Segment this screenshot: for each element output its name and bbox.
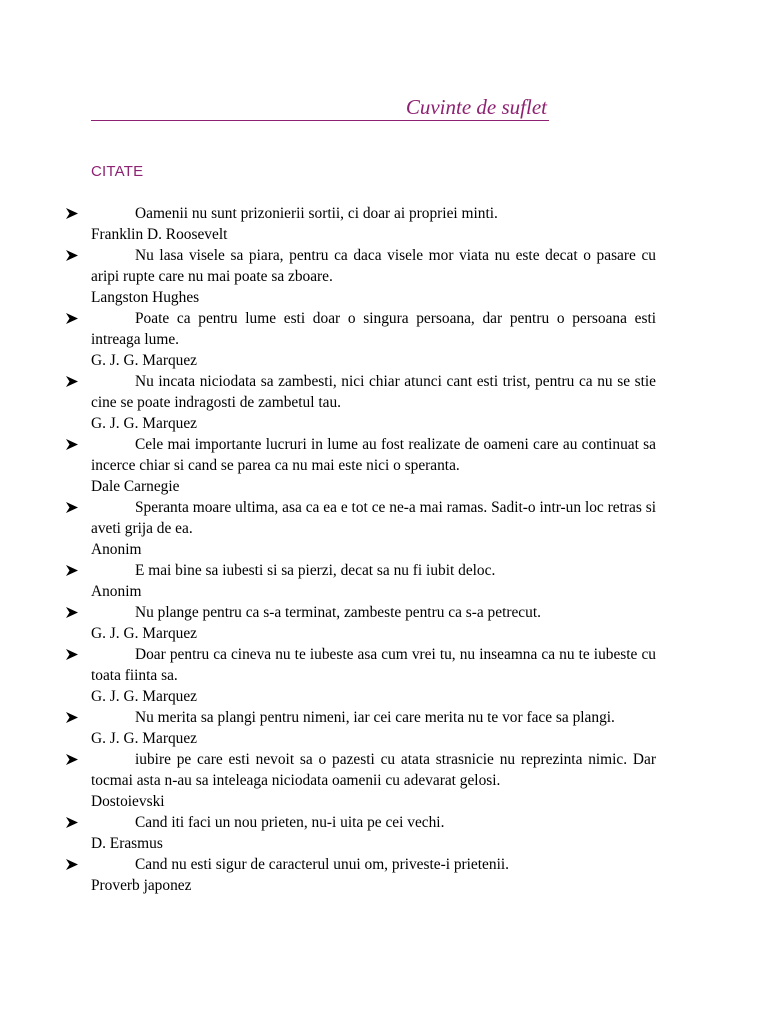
quote-item (66, 203, 656, 245)
quote-author: Anonim (91, 541, 142, 558)
quote-item (66, 245, 656, 308)
quote-text: Cele mai importante lucruri in lume au fost realizate de oameni care au continuat sa incerce chiar si cand se parea ca nu mai este nici o speranta. (91, 436, 656, 474)
arrowhead-bullet-icon (66, 371, 80, 392)
quote-author: G. J. G. Marquez (91, 415, 197, 432)
quote-author: Franklin D. Roosevelt (91, 226, 228, 243)
quote-author: G. J. G. Marquez (91, 730, 197, 747)
quote-item (66, 497, 656, 560)
quote-item (66, 308, 656, 371)
quote-item (66, 371, 656, 434)
arrowhead-bullet-icon (66, 497, 80, 518)
quote-text: Oamenii nu sunt prizonierii sortii, ci doar ai propriei minti. (135, 205, 498, 222)
arrowhead-bullet-icon (66, 434, 80, 455)
quote-author: Langston Hughes (91, 289, 200, 306)
quote-author: G. J. G. Marquez (91, 688, 197, 705)
quote-item (66, 812, 656, 854)
arrowhead-bullet-icon (66, 644, 80, 665)
quote-author: Dale Carnegie (91, 478, 180, 495)
quote-text: Nu incata niciodata sa zambesti, nici chiar atunci cant esti trist, pentru ca nu se stie cine se poate indragosti de zambetul tau. (91, 373, 656, 411)
quote-item (66, 707, 656, 749)
quote-item (66, 644, 656, 707)
arrowhead-bullet-icon (66, 602, 80, 623)
quote-author: G. J. G. Marquez (91, 352, 197, 369)
quote-text: Poate ca pentru lume esti doar o singura persoana, dar pentru o persoana esti intreaga lume. (91, 310, 656, 348)
quote-item (66, 560, 656, 602)
quote-text: Speranta moare ultima, asa ca ea e tot ce ne-a mai ramas. Sadit-o intr-un loc retras si aveti grija de ea. (91, 499, 656, 537)
quote-text: Nu plange pentru ca s-a terminat, zambeste pentru ca s-a petrecut. (135, 604, 541, 621)
quote-item (66, 854, 656, 896)
quote-text: Nu merita sa plangi pentru nimeni, iar cei care merita nu te vor face sa plangi. (135, 709, 615, 726)
quote-text: E mai bine sa iubesti si sa pierzi, decat sa nu fi iubit deloc. (135, 562, 496, 579)
arrowhead-bullet-icon (66, 707, 80, 728)
quote-item (66, 602, 656, 644)
arrowhead-bullet-icon (66, 308, 80, 329)
page-title: Cuvinte de suflet (405, 95, 547, 119)
quote-author: Proverb japonez (91, 877, 192, 894)
arrowhead-bullet-icon (66, 749, 80, 770)
quotes-list (66, 203, 656, 896)
arrowhead-bullet-icon (66, 854, 80, 875)
quote-text: Cand nu esti sigur de caracterul unui om, priveste-i prietenii. (135, 856, 509, 873)
arrowhead-bullet-icon (66, 203, 80, 224)
arrowhead-bullet-icon (66, 812, 80, 833)
quote-text: Cand iti faci un nou prieten, nu-i uita pe cei vechi. (135, 814, 445, 831)
title-underline-row (91, 94, 549, 121)
quote-author: Anonim (91, 583, 142, 600)
arrowhead-bullet-icon (66, 560, 80, 581)
quote-item (66, 434, 656, 497)
quote-item (66, 749, 656, 812)
quote-text: iubire pe care esti nevoit sa o pazesti cu atata strasnicie nu reprezinta nimic. Dar tocmai asta n-au sa inteleaga niciodata oamenii cu adevarat gelosi. (91, 751, 656, 789)
arrowhead-bullet-icon (66, 245, 80, 266)
quote-text: Nu lasa visele sa piara, pentru ca daca visele mor viata nu este decat o pasare cu aripi rupte care nu mai poate sa zboare. (91, 247, 656, 285)
section-label: CITATE (91, 163, 144, 180)
quote-author: Dostoievski (91, 793, 165, 810)
quote-author: G. J. G. Marquez (91, 625, 197, 642)
quote-author: D. Erasmus (91, 835, 163, 852)
quote-text: Doar pentru ca cineva nu te iubeste asa cum vrei tu, nu inseamna ca nu te iubeste cu toata fiinta sa. (91, 646, 656, 684)
